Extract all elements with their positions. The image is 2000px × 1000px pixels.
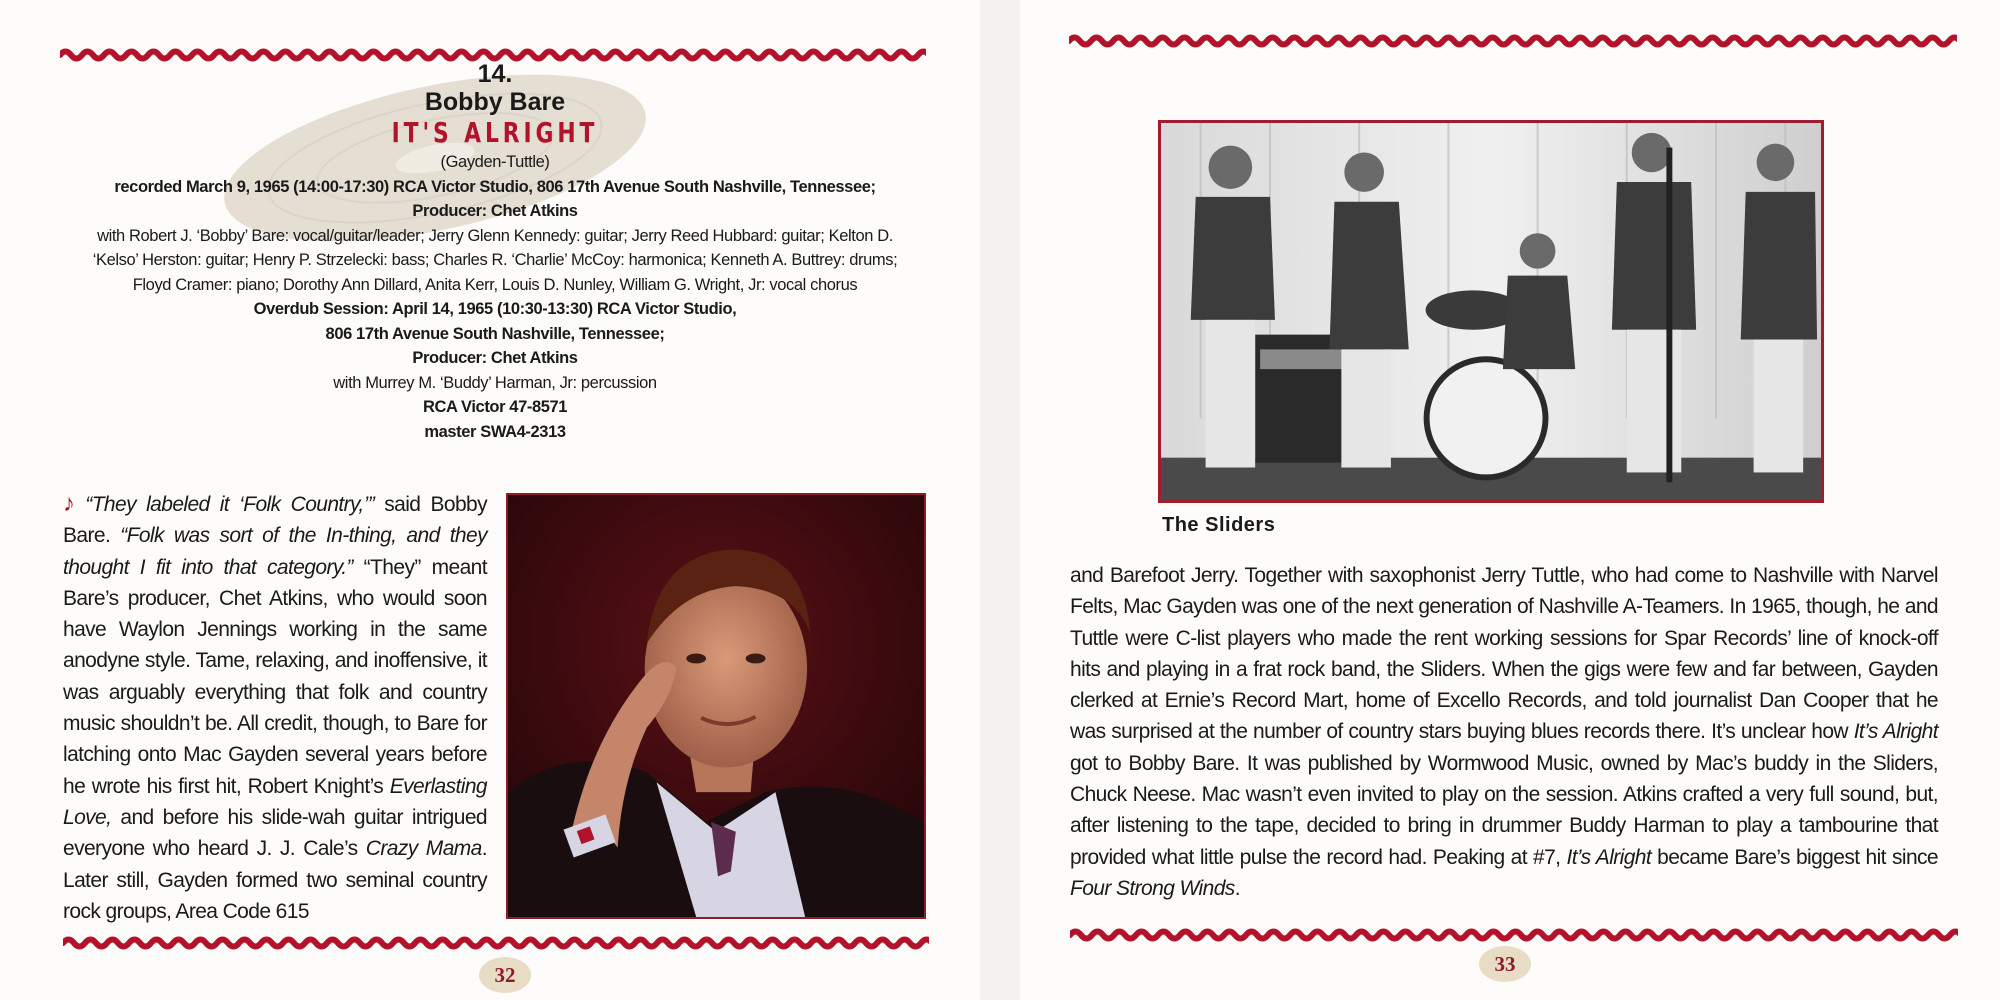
personnel-line: Floyd Cramer: piano; Dorothy Ann Dillard, Anita Kerr, Louis D. Nunley, William G. Wright, Jr: vocal chorus bbox=[132, 275, 858, 294]
body-text-run: got to Bobby Bare. It was published by Wormwood Music, owned by Mac’s buddy in the Sliders, Chuck Neese. Mac wasn’t even invited to play on the session. Atkins crafted a very full sound, but, after listening to the tape, decided to bring in drummer Buddy Harman to play a tambourine that provided what little pulse the record had. Peaking at #7, bbox=[1070, 751, 1938, 869]
song-title: IT'S ALRIGHT bbox=[391, 116, 599, 149]
song-reference: Crazy Mama bbox=[365, 837, 482, 861]
body-text-run: became Bare’s biggest hit since bbox=[1651, 845, 1938, 869]
recording-details: recorded March 9, 1965 (14:00-17:30) RCA Victor Studio, 806 17th Avenue South Nashville, Tennessee; bbox=[114, 177, 876, 196]
track-info bbox=[55, 60, 935, 444]
quote: “Folk was sort of the In-thing, and they thought I fit into that category.” bbox=[63, 524, 487, 579]
track-number: 14. bbox=[477, 60, 513, 88]
book-spine bbox=[980, 0, 1020, 1000]
overdub-session: Overdub Session: April 14, 1965 (10:30-13:30) RCA Victor Studio, bbox=[253, 300, 737, 318]
body-text-run: and Barefoot Jerry. Together with saxophonist Jerry Tuttle, who had come to Nashville with Narvel Felts, Mac Gayden was one of the next generation of Nashville A-Teamers. In 1965, though, he and Tuttle were C-list players who made the rent working sessions for Spar Records’ line of knock-off hits and playing in a frat rock band, the Sliders. When the gigs were few and far between, Gayden clerked at Ernie’s Record Mart, home of Excello Records, and told journalist Dan Cooper that he was surprised at the number of country stars buying blues records there. It’s unclear how bbox=[1070, 564, 1938, 744]
body-text-run: said Bobby Bare. bbox=[63, 493, 488, 548]
body-text-run: and before his slide-wah guitar intrigued everyone who heard J. J. Cale’s bbox=[63, 805, 487, 861]
overdub-producer: Producer: Chet Atkins bbox=[412, 349, 578, 367]
catalog-number: RCA Victor 47-8571 bbox=[422, 398, 568, 416]
left-page bbox=[0, 0, 980, 1000]
page-number: 33 bbox=[1494, 951, 1516, 976]
bottom-wave-border bbox=[63, 934, 929, 952]
right-page bbox=[1020, 0, 2000, 1000]
page-number: 32 bbox=[494, 962, 516, 987]
overdub-personnel: with Murrey M. ‘Buddy’ Harman, Jr: percussion bbox=[333, 373, 657, 392]
body-text-run: . Later still, Gayden formed two seminal country rock groups, Area Code 615 bbox=[63, 837, 487, 923]
overdub-location: 806 17th Avenue South Nashville, Tennessee; bbox=[325, 324, 665, 343]
the-sliders-band-photo bbox=[1158, 120, 1824, 503]
music-note-icon: ♪ bbox=[63, 490, 80, 517]
song-reference: It’s Alright bbox=[1853, 720, 1938, 744]
left-body-text bbox=[63, 488, 487, 927]
page-number-badge bbox=[1478, 944, 1532, 984]
song-reference: Four Strong Winds bbox=[1070, 876, 1235, 900]
producer: Producer: Chet Atkins bbox=[412, 202, 578, 220]
personnel-line: with Robert J. ‘Bobby’ Bare: vocal/guitar/leader; Jerry Glenn Kennedy: guitar; Jerry Reed Hubbard: guitar; Kelton D. bbox=[97, 226, 893, 245]
song-reference: Everlasting Love, bbox=[63, 774, 487, 829]
body-text-run: . bbox=[1234, 876, 1240, 900]
songwriters: (Gayden-Tuttle) bbox=[440, 153, 550, 171]
song-reference: It’s Alright bbox=[1566, 845, 1652, 869]
bottom-wave-border bbox=[1070, 926, 1958, 944]
top-wave-border bbox=[1069, 32, 1957, 50]
artist-name: Bobby Bare bbox=[424, 88, 566, 116]
personnel-line: ‘Kelso’ Herston: guitar; Henry P. Strzelecki: bass; Charles R. ‘Charlie’ McCoy: harmonica; Kenneth A. Buttrey: drums; bbox=[92, 251, 898, 269]
photo-caption: The Sliders bbox=[1162, 514, 1276, 536]
master-number: master SWA4-2313 bbox=[424, 422, 566, 441]
body-text-run: “They” meant Bare’s producer, Chet Atkins, who would soon have Waylon Jennings working in the same anodyne style. Tame, relaxing, and inoffensive, it was arguably everything that folk and country music shouldn’t be. All credit, though, to Bare for latching onto Mac Gayden several years before he wrote his first hit, Robert Knight’s bbox=[63, 555, 487, 798]
quote: “They labeled it ‘Folk Country,’” bbox=[85, 493, 375, 516]
bobby-bare-portrait-photo bbox=[506, 493, 926, 919]
right-body-text bbox=[1070, 560, 1938, 904]
page-number-badge bbox=[478, 955, 532, 995]
